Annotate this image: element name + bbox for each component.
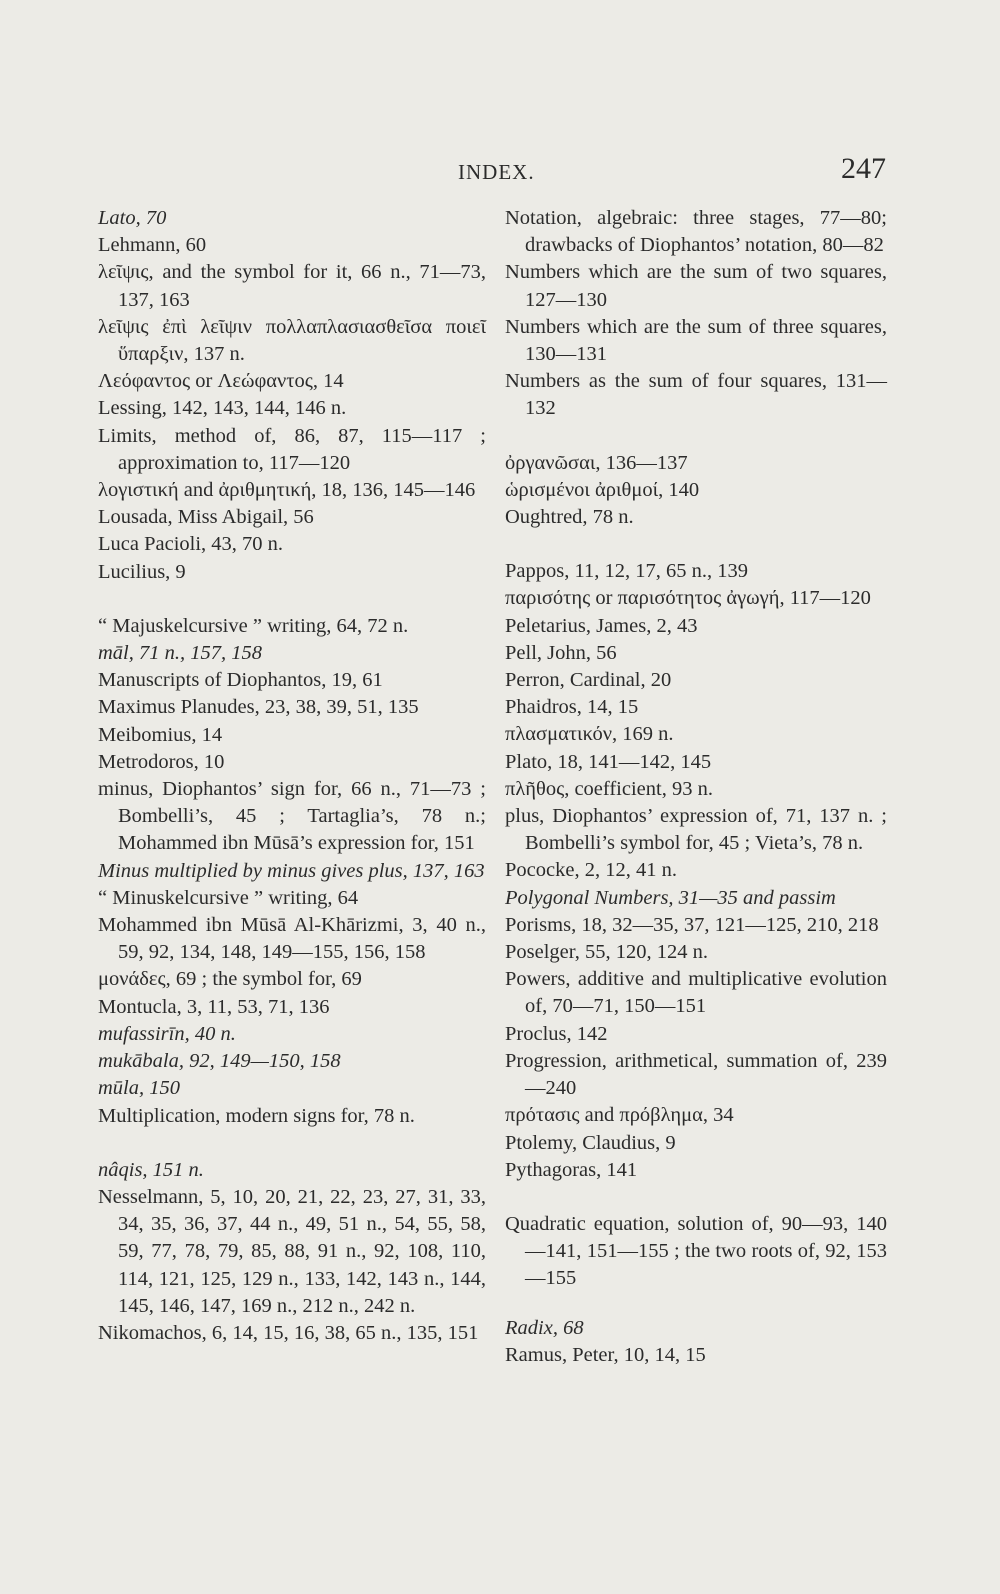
index-entry: ὡρισμένοι ἀριθμοί, 140 <box>505 478 700 501</box>
index-entry: Lehmann, 60 <box>98 234 207 257</box>
index-entry: Radix, 68 <box>505 1316 584 1339</box>
page-header <box>0 152 1000 192</box>
index-entry: Perron, Cardinal, 20 <box>505 669 672 692</box>
running-title: INDEX. <box>458 160 535 184</box>
index-entry: λεῖψις, and the symbol for it, 66 n., 71—73, 137, 163 <box>98 261 486 311</box>
index-entry: Poselger, 55, 120, 124 n. <box>505 941 709 964</box>
index-entry: Lousada, Miss Abigail, 56 <box>98 506 314 529</box>
index-entry: πλῆθος, coefficient, 93 n. <box>505 777 713 800</box>
index-entry: Pythagoras, 141 <box>505 1158 638 1181</box>
index-entry: Numbers which are the sum of two squares, 127—130 <box>505 261 887 311</box>
index-entry: Ramus, Peter, 10, 14, 15 <box>505 1343 706 1366</box>
index-entry: λεῖψις ἐπὶ λεῖψιν πολλαπλασιασθεῖσα ποιεῖ ὕπαρξιν, 137 n. <box>98 315 486 366</box>
page-number: 247 <box>841 152 886 185</box>
index-entry: Metrodoros, 10 <box>98 750 225 773</box>
letter-group-spacer <box>505 1184 887 1211</box>
index-entry: Powers, additive and multiplicative evolution of, 70—71, 150—151 <box>505 968 887 1018</box>
index-entry: Limits, method of, 86, 87, 115—117 ; approximation to, 117—120 <box>98 424 486 474</box>
index-entry: Minus multiplied by minus gives plus, 137, 163 <box>98 859 485 882</box>
index-entry: Lucilius, 9 <box>98 560 186 583</box>
index-entry: nâqis, 151 n. <box>98 1158 204 1181</box>
index-entry: Lessing, 142, 143, 144, 146 n. <box>98 397 347 420</box>
index-entry: Meibomius, 14 <box>98 723 223 746</box>
index-entry: Manuscripts of Diophantos, 19, 61 <box>98 669 383 692</box>
letter-group-spacer <box>98 1130 486 1157</box>
index-entry: Quadratic equation, solution of, 90—93, 140—141, 151—155 ; the two roots of, 92, 153—155 <box>505 1212 887 1290</box>
index-entry: māl, 71 n., 157, 158 <box>98 642 262 665</box>
index-entry: Multiplication, modern signs for, 78 n. <box>98 1104 415 1127</box>
index-entry: Phaidros, 14, 15 <box>505 696 639 719</box>
index-entry: Numbers which are the sum of three squares, 130—131 <box>505 315 887 366</box>
index-entry: mufassirīn, 40 n. <box>98 1022 236 1045</box>
index-entry: “ Minuskelcursive ” writing, 64 <box>98 886 359 909</box>
index-entry: mūla, 150 <box>98 1077 180 1100</box>
index-entry: πρότασις and πρόβλημα, 34 <box>505 1104 734 1127</box>
index-entry: Plato, 18, 141—142, 145 <box>505 750 712 773</box>
index-entry: Pappos, 11, 12, 17, 65 n., 139 <box>505 560 748 583</box>
index-entry: Luca Pacioli, 43, 70 n. <box>98 533 284 556</box>
index-entry: Notation, algebraic: three stages, 77—80; drawbacks of Diophantos’ notation, 80—82 <box>505 207 887 257</box>
index-entry: mukābala, 92, 149—150, 158 <box>98 1050 341 1073</box>
index-entry: Polygonal Numbers, 31—35 and passim <box>505 886 836 909</box>
index-entry: παρισότης or παρισότητος ἀγωγή, 117—120 <box>505 587 871 610</box>
index-entry: Nesselmann, 5, 10, 20, 21, 22, 23, 27, 31, 33, 34, 35, 36, 37, 44 n., 49, 51 n., 54, 55, 58, 59, 77, 78, 79, 85, 88, 91 n., 92, 108, 110, 114, 121, 125, 129 n., 133, 142, 143 n., 144, 145, 146, 147, 169 n., 212 n., 242 n. <box>98 1185 486 1317</box>
index-entry: Maximus Planudes, 23, 38, 39, 51, 135 <box>98 696 419 719</box>
index-entry: Lato, 70 <box>98 207 167 229</box>
index-entry: Ptolemy, Claudius, 9 <box>505 1131 676 1154</box>
index-entry: Numbers as the sum of four squares, 131—132 <box>505 370 887 420</box>
index-column-left <box>98 205 486 1347</box>
index-entry: “ Majuskelcursive ” writing, 64, 72 n. <box>98 614 409 637</box>
index-entry: Nikomachos, 6, 14, 15, 16, 38, 65 n., 135, 151 <box>98 1321 479 1344</box>
index-entry: Mohammed ibn Mūsā Al-Khārizmi, 3, 40 n., 59, 92, 134, 148, 149—155, 156, 158 <box>98 914 486 964</box>
index-entry: μονάδες, 69 ; the symbol for, 69 <box>98 968 362 991</box>
index-entry: minus, Diophantos’ sign for, 66 n., 71—73 ; Bombelli’s, 45 ; Tartaglia’s, 78 n.; Mohammed ibn Mūsā’s expression for, 151 <box>98 778 486 855</box>
index-entry: Peletarius, James, 2, 43 <box>505 614 698 637</box>
letter-group-spacer <box>505 1293 887 1315</box>
index-entry: πλασματικόν, 169 n. <box>505 723 674 746</box>
index-entry: λογιστική and ἀριθμητική, 18, 136, 145—146 <box>98 479 476 502</box>
letter-group-spacer <box>505 423 887 450</box>
index-entry: Montucla, 3, 11, 53, 71, 136 <box>98 995 330 1018</box>
index-entry: ὀργανῶσαι, 136—137 <box>505 451 688 474</box>
index-entry: Pococke, 2, 12, 41 n. <box>505 859 677 882</box>
index-entry: Progression, arithmetical, summation of, 239—240 <box>505 1049 887 1100</box>
index-entry: Porisms, 18, 32—35, 37, 121—125, 210, 218 <box>505 913 879 936</box>
index-entry: Oughtred, 78 n. <box>505 506 634 529</box>
index-column-right <box>505 205 887 1369</box>
index-entry: Pell, John, 56 <box>505 641 617 664</box>
index-entry: Proclus, 142 <box>505 1022 608 1045</box>
index-entry: Λεόφαντος or Λεώφαντος, 14 <box>98 370 344 393</box>
letter-group-spacer <box>505 531 887 558</box>
index-entry: plus, Diophantos’ expression of, 71, 137 n. ; Bombelli’s symbol for, 45 ; Vieta’s, 78 n. <box>505 805 887 855</box>
letter-group-spacer <box>98 586 486 613</box>
